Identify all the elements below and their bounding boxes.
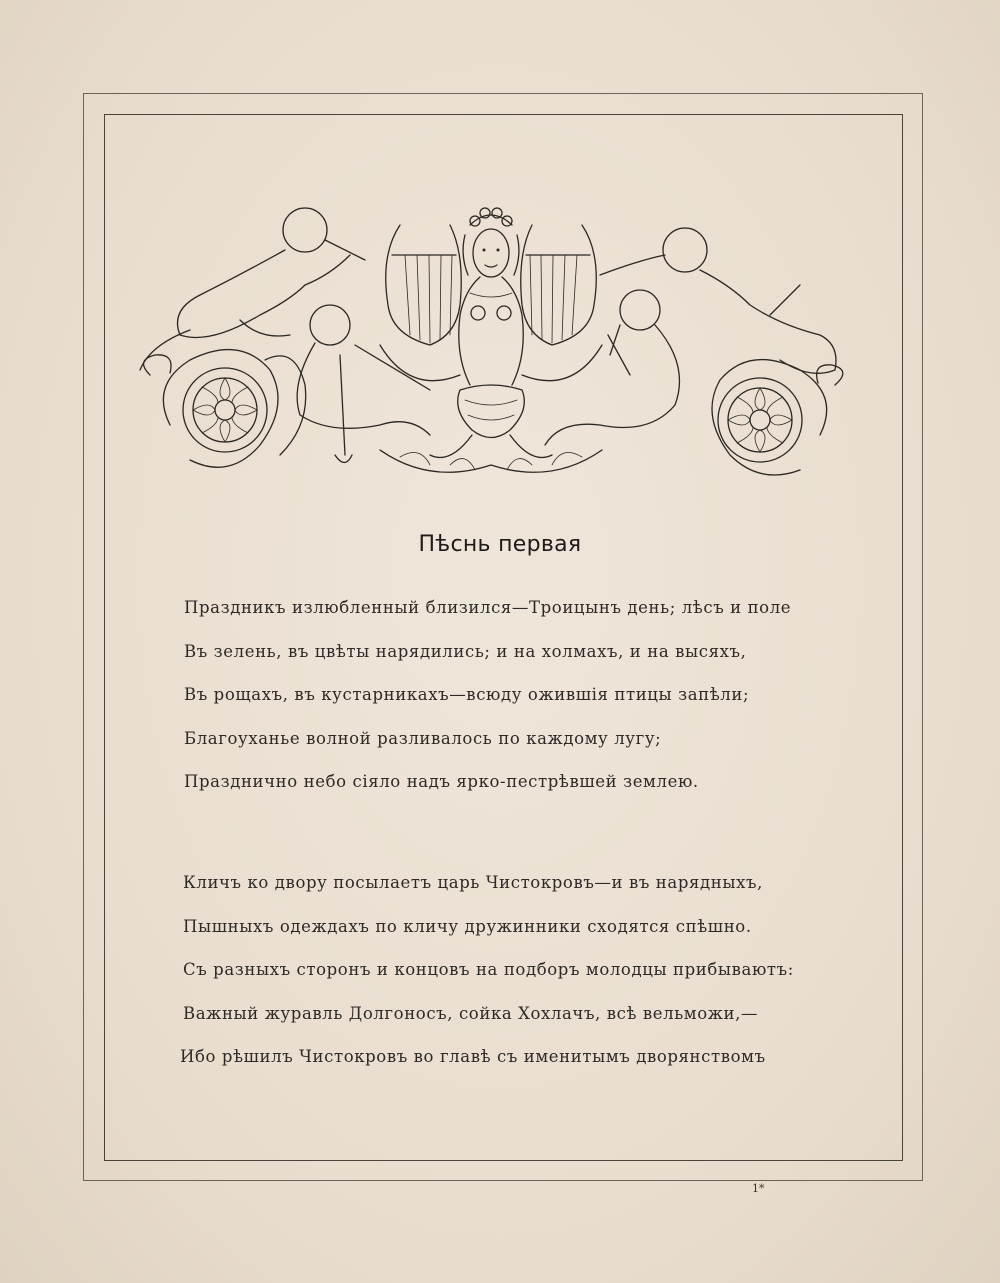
stanza-first (0, 586, 1000, 804)
verse-line: Въ рощахъ, въ кустарникахъ—всюду ожившія птицы запѣли; (184, 685, 750, 704)
left-top-putto (140, 208, 365, 370)
left-lyre (380, 225, 461, 381)
headpiece-ornament-illustration (130, 195, 852, 490)
right-lyre (521, 225, 602, 381)
verse-line: Ибо рѣшилъ Чистокровъ во главѣ съ именитымъ дворянствомъ (180, 1047, 766, 1066)
stanza-second (0, 861, 1000, 1079)
chapter-title: Пѣснь первая (418, 532, 582, 557)
verse-line: Празднично небо сіяло надъ ярко-пестрѣвшей землею. (184, 772, 699, 791)
left-bottom-putto (297, 305, 430, 463)
right-rosette (712, 360, 843, 475)
verse-line: Въ зелень, въ цвѣты нарядились; и на холмахъ, и на высяхъ, (184, 641, 747, 661)
verse-line: Съ разныхъ сторонъ и концовъ на подборъ молодцы прибываютъ: (183, 960, 794, 979)
right-top-putto (600, 228, 836, 373)
verse-line: Кличъ ко двору посылаетъ царь Чистокровъ—и въ нарядныхъ, (183, 873, 763, 892)
verse-line: Пышныхъ одеждахъ по кличу дружинники сходятся спѣшно. (183, 916, 752, 936)
page-number: 1* (752, 1182, 765, 1195)
left-rosette (144, 350, 306, 468)
verse-line: Важный журавль Долгоносъ, сойка Хохлачъ, всѣ вельможи,— (183, 1003, 759, 1023)
right-bottom-putto (545, 290, 680, 445)
verse-line: Благоуханье волной разливалось по каждому лугу; (184, 728, 662, 748)
acanthus-base (380, 450, 602, 472)
verse-line: Праздникъ излюбленный близился—Троицынъ день; лѣсъ и поле (184, 598, 792, 617)
